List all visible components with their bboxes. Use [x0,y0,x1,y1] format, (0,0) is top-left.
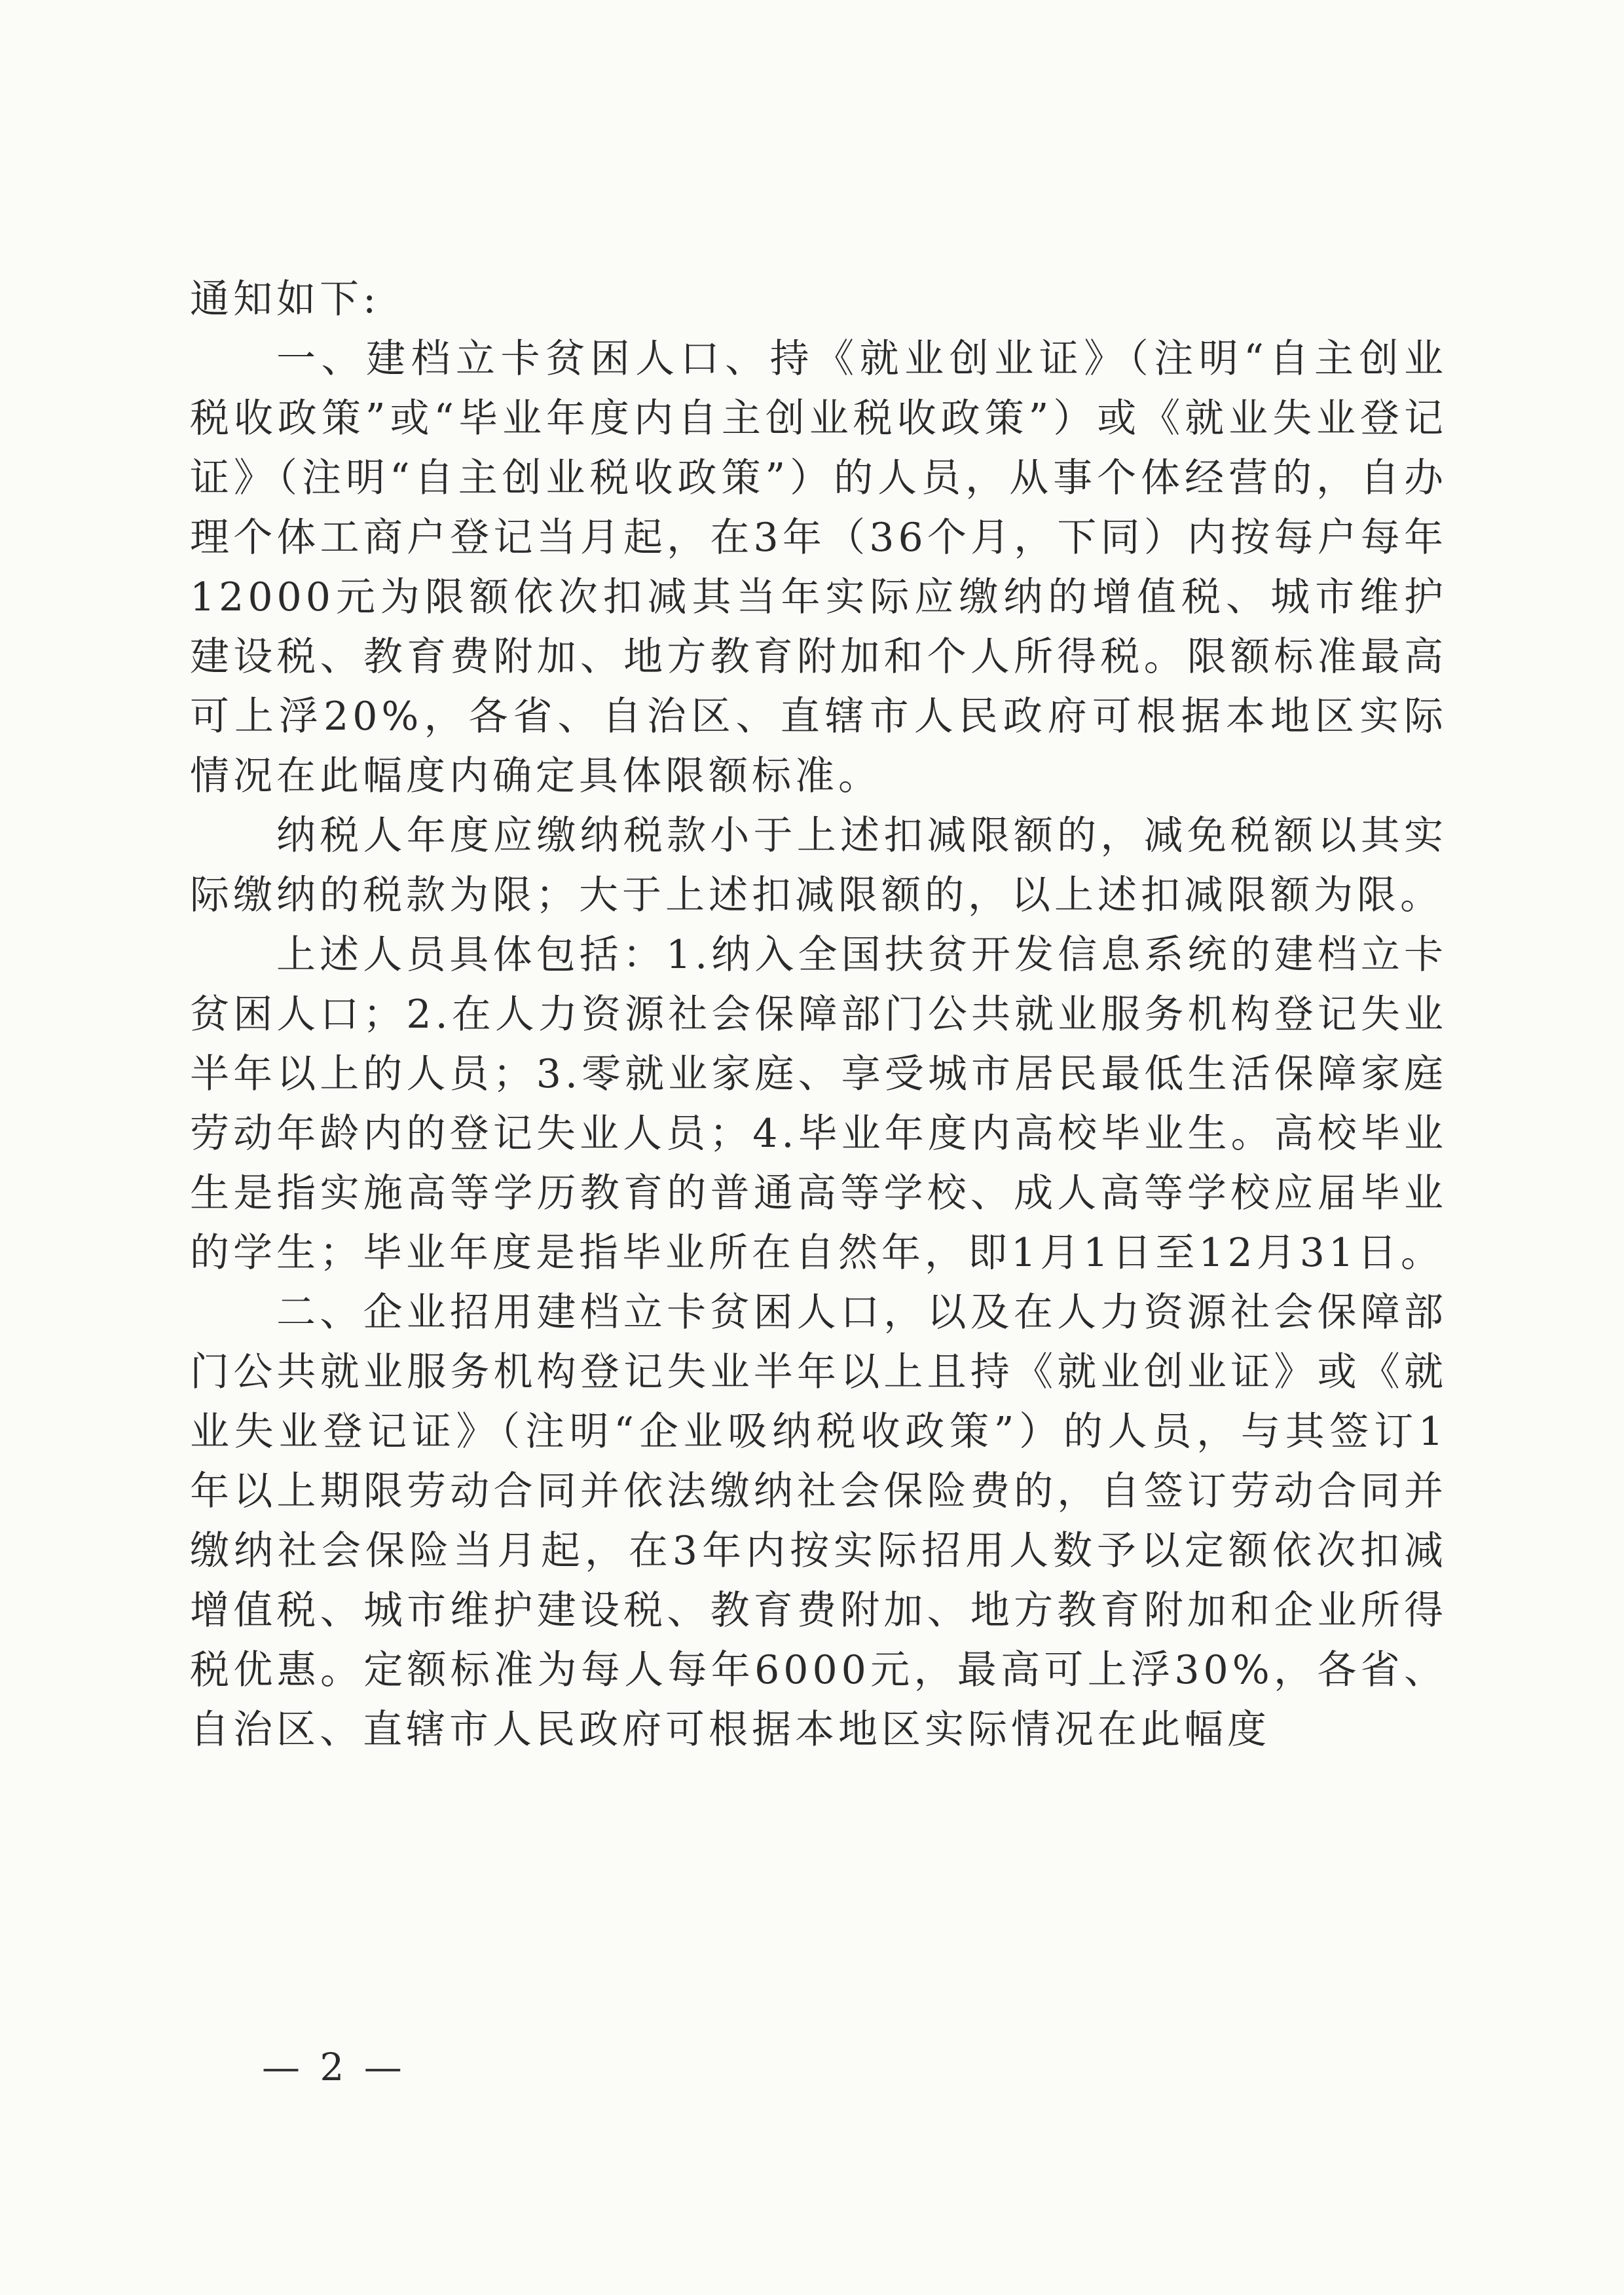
paragraph-4: 二、企业招用建档立卡贫困人口，以及在人力资源社会保障部门公共就业服务机构登记失业半年以上且持《就业创业证》或《就业失业登记证》（注明“企业吸纳税收政策”）的人员，与其签订1年以上期限劳动合同并依法缴纳社会保险费的，自签订劳动合同并缴纳社会保险当月起，在3年内按实际招用人数予以定额依次扣减增值税、城市维护建设税、教育费附加、地方教育附加和企业所得税优惠。定额标准为每人每年6000元，最高可上浮30%，各省、自治区、直辖市人民政府可根据本地区实际情况在此幅度 [190,1290,1447,1753]
paragraph-1: 一、建档立卡贫困人口、持《就业创业证》（注明“自主创业税收政策”或“毕业年度内自主创业税收政策”）或《就业失业登记证》（注明“自主创业税收政策”）的人员，从事个体经营的，自办理个体工商户登记当月起，在3年（36个月，下同）内按每户每年12000元为限额依次扣减其当年实际应缴纳的增值税、城市维护建设税、教育费附加、地方教育附加和个人所得税。限额标准最高可上浮20%，各省、自治区、直辖市人民政府可根据本地区实际情况在此幅度内确定具体限额标准。 [190,336,1447,799]
paragraph-2: 纳税人年度应缴纳税款小于上述扣减限额的，减免税额以其实际缴纳的税款为限；大于上述扣减限额的，以上述扣减限额为限。 [190,813,1447,918]
opening-line: 通知如下: [190,276,380,322]
body-text [190,270,1447,1760]
page-number: — 2 — [262,2045,406,2089]
paragraph-3: 上述人员具体包括：1.纳入全国扶贫开发信息系统的建档立卡贫困人口；2.在人力资源社会保障部门公共就业服务机构登记失业半年以上的人员；3.零就业家庭、享受城市居民最低生活保障家庭劳动年龄内的登记失业人员；4.毕业年度内高校毕业生。高校毕业生是指实施高等学历教育的普通高等学校、成人高等学校应届毕业的学生；毕业年度是指毕业所在自然年，即1月1日至12月31日。 [190,932,1447,1276]
